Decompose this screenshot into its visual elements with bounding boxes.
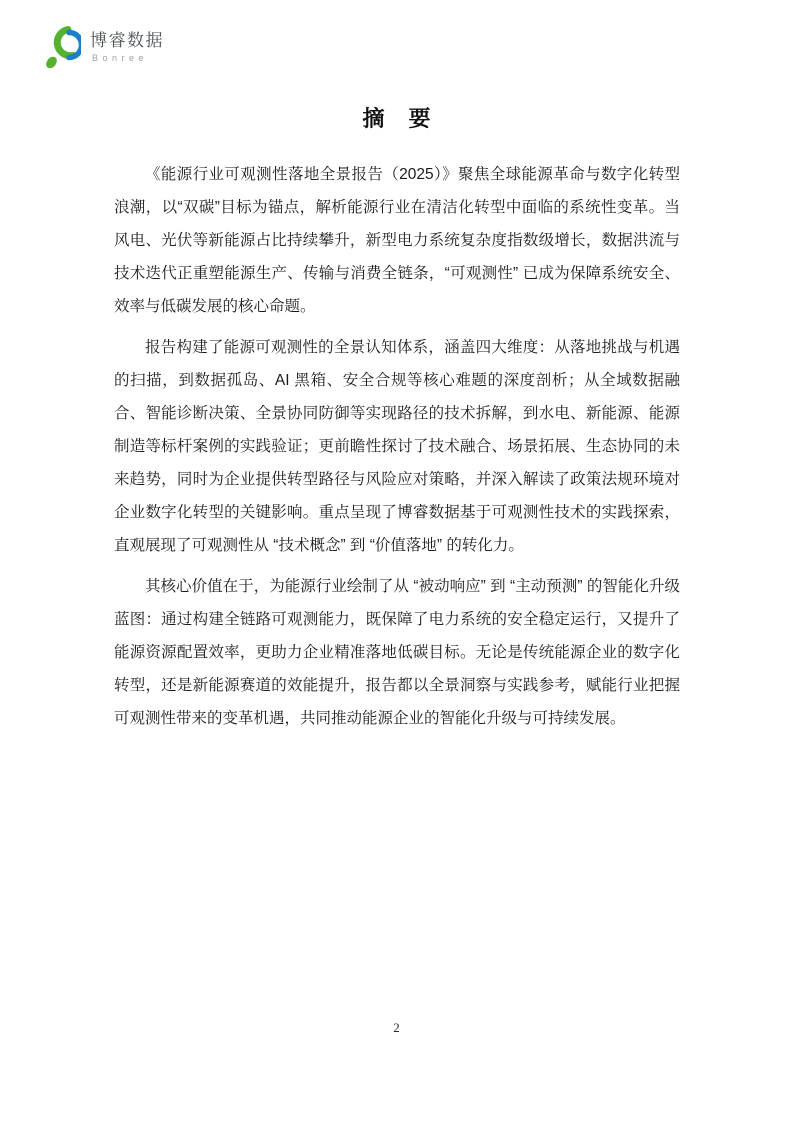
abstract-paragraph-3: 其核心价值在于，为能源行业绘制了从 “被动响应” 到 “主动预测” 的智能化升级蓝图：通过构建全链路可观测能力，既保障了电力系统的安全稳定运行，又提升了能源资源配置效率，更助力企业精准落地低碳目标。无论是传统能源企业的数字化转型，还是新能源赛道的效能提升，报告都以全景洞察与实践参考，赋能行业把握可观测性带来的变革机遇，共同推动能源企业的智能化升级与可持续发展。 bbox=[114, 577, 680, 727]
bonree-logo bbox=[44, 24, 164, 70]
abstract-section bbox=[114, 104, 680, 743]
logo-name: 博睿数据 bbox=[90, 30, 164, 50]
page-number: 2 bbox=[393, 1020, 400, 1035]
abstract-title: 摘 要 bbox=[362, 106, 432, 131]
abstract-paragraph-1: 《能源行业可观测性落地全景报告（2025）》聚焦全球能源革命与数字化转型浪潮，以“双碳”目标为锚点，解析能源行业在清洁化转型中面临的系统性变革。当风电、光伏等新能源占比持续攀升，新型电力系统复杂度指数级增长，数据洪流与技术迭代正重塑能源生产、传输与消费全链条，“可观测性” 已成为保障系统安全、效率与低碳发展的核心命题。 bbox=[114, 165, 680, 315]
logo-subtitle: Bonree bbox=[92, 53, 149, 64]
abstract-paragraph-2: 报告构建了能源可观测性的全景认知体系，涵盖四大维度：从落地挑战与机遇的扫描，到数据孤岛、AI 黑箱、安全合规等核心难题的深度剖析；从全域数据融合、智能诊断决策、全景协同防御等实现路径的技术拆解，到水电、新能源、能源制造等标杆案例的实践验证；更前瞻性探讨了技术融合、场景拓展、生态协同的未来趋势，同时为企业提供转型路径与风险应对策略，并深入解读了政策法规环境对企业数字化转型的关键影响。重点呈现了博睿数据基于可观测性技术的实践探索，直观展现了可观测性从 “技术概念” 到 “价值落地” 的转化力。 bbox=[114, 338, 680, 554]
bonree-swirl-icon bbox=[44, 24, 81, 70]
logo-text bbox=[90, 31, 164, 63]
